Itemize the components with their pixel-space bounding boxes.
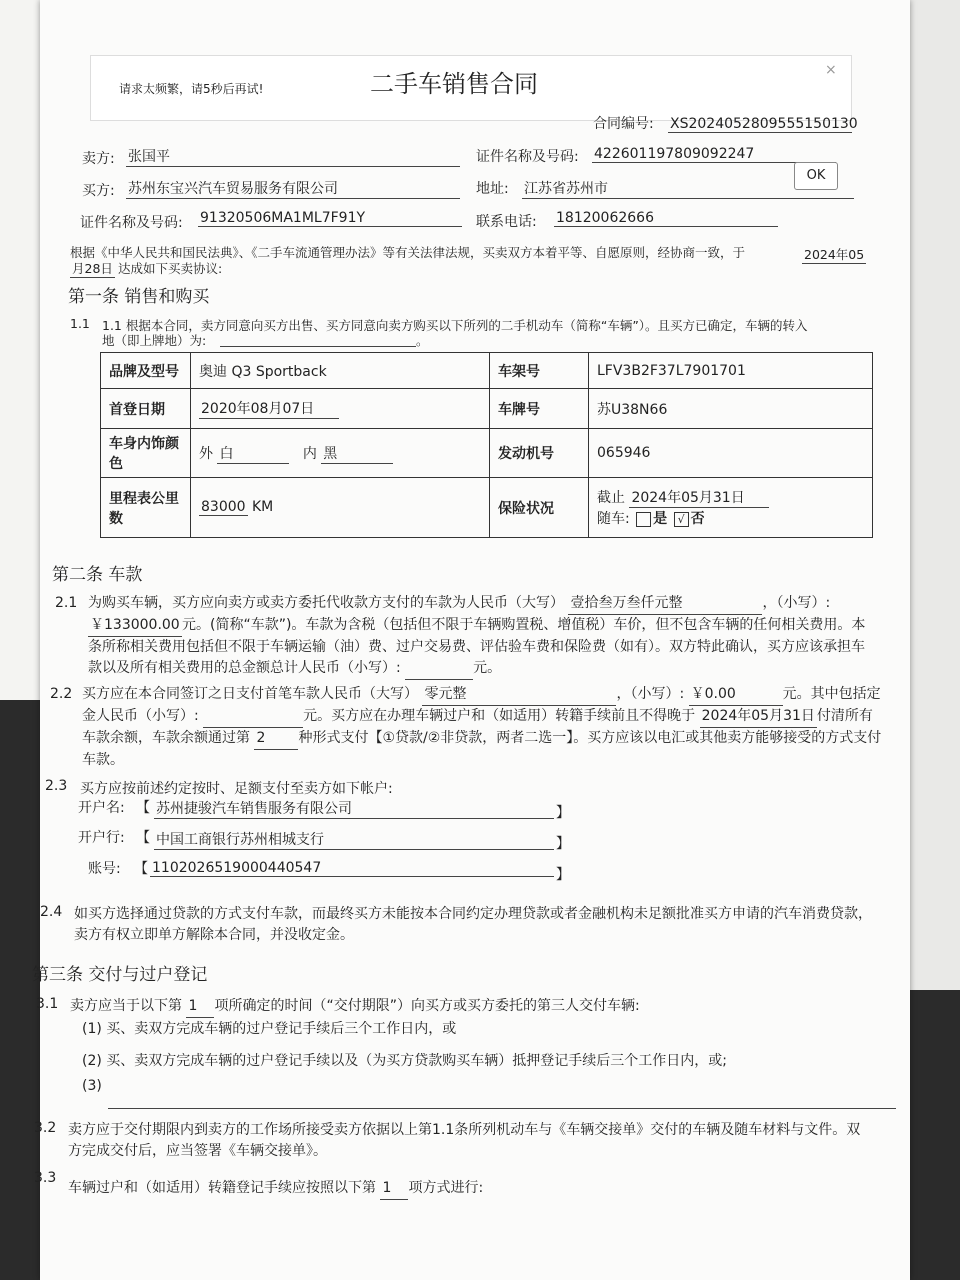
bank-label: 开户行: [78,830,125,846]
article-1-title: 第一条 销售和购买 [68,287,210,307]
clause-2-1-a: 为购买车辆，买方应向卖方或卖方委托代收款方支付的车款为人民币（大写） [88,595,564,611]
total-amount-blank [405,658,473,680]
balance-deadline: 2024年05月31日 [700,706,817,728]
seller-id-label: 证件名称及号码: [476,149,579,165]
buyer-name: 苏州东宝兴汽车贸易服务有限公司 [126,178,460,199]
clause-2-1-b: ，（小写）: [762,595,831,611]
contract-no-label: 合同编号: [593,116,654,132]
ok-button[interactable]: OK [794,162,838,190]
clause-3-3-text [68,1178,868,1200]
reg-date-value: 2020年08月07日 [199,398,339,419]
exterior-color: 白 [217,443,289,464]
price-lower: ￥133000.00 [88,615,182,637]
brand-value: 奥迪 Q3 Sportback [191,353,490,389]
clause-2-2-a: 买方应在本合同签订之日支付首笔车款人民币（大写） [82,686,418,702]
preamble-end: 达成如下买卖协议: [118,261,223,276]
color-cell [191,429,490,478]
engine-value: 065946 [589,429,873,478]
seller-name: 张国平 [126,146,460,167]
article-3-title: 第三条 交付与过户登记 [32,965,208,985]
delivery-item-3: (3) [82,1078,102,1094]
clause-number: 2.2 [50,686,73,702]
bank-value: 中国工商银行苏州相城支行 [154,829,554,850]
preamble-date-b: 月28日 [72,261,113,276]
bracket-right: 】 [556,836,570,852]
insurance-date: 2024年05月31日 [629,487,769,508]
delivery-item-1: (1) 买、卖双方完成车辆的过户登记手续后三个工作日内，或 [82,1021,457,1037]
buyer-address-value: 江苏省苏州市 [522,178,854,199]
clause-2-4-text: 如买方选择通过贷款的方式支付车款，而最终买方未能按本合同约定办理贷款或者金融机构未足额批准买方申请的汽车消费贷款，卖方有权立即单方解除本合同，并没收定金。 [74,906,872,943]
clause-number: 2.3 [45,778,68,794]
account-name-label: 开户名: [78,800,125,816]
transfer-option: 1 [380,1178,408,1200]
account-no-label: 账号: [88,861,121,877]
engine-label: 发动机号 [490,429,589,478]
bracket-left: 【 [134,861,148,877]
clause-3-1-text [70,996,870,1018]
yes-label: 是 [653,511,668,527]
insurance-cell [589,478,873,538]
clause-2-1-c: 元。(简称“车款”)。车款为含税（包括但不限于车辆购置税、增值税）车价，但不包含车辆的任何相关费用。本条所称相关费用包括但不限于车辆运输（油）费、过户交易费、评估验车费和保险费（如有）。双方特此确认，买方应该承担车款以及所有相关费用的总金额总计人民币（小写）: [88,617,866,676]
clause-number: 3.3 [34,1170,57,1186]
buyer-id-label: 证件名称及号码: [80,215,183,231]
clause-2-2-b: ，（小写）: [616,686,685,702]
brand-label: 品牌及型号 [101,353,191,389]
buyer-phone-value: 18120062666 [554,210,778,227]
buyer-address-label: 地址: [476,181,509,197]
bracket-left: 【 [136,830,150,846]
clause-number: 2.4 [40,904,63,920]
preamble-date-a: 2024年05 [804,247,865,262]
mileage-unit: KM [252,499,274,515]
clause-end: 。 [416,333,429,348]
clause-number: 2.1 [55,595,78,611]
clause-2-2-text [82,684,882,771]
interior-color: 黑 [321,443,393,464]
clause-2-2-d: 元。买方应在办理车辆过户和（如适用）转籍手续前且不得晚于 [303,708,696,724]
delivery-item-2: (2) 买、卖双方完成车辆的过户登记手续以及（为买方贷款购买车辆）抵押登记手续后三个工作日内，或; [82,1053,727,1069]
insurance-prefix: 截止 [597,490,625,506]
clause-3-1-a: 卖方应当于以下第 [70,998,182,1014]
no-label: 否 [690,511,705,527]
insurance-label: 保险状况 [490,478,589,538]
toast-message: 请求太频繁，请5秒后再试! [119,82,264,96]
reg-date-cell [191,389,490,429]
page-title: 二手车销售合同 [370,70,538,98]
mileage-value: 83000 [201,499,246,515]
clause-3-3-b: 项方式进行: [408,1180,484,1196]
vin-label: 车架号 [490,353,589,389]
vin-value: LFV3B2F37L7901701 [589,353,873,389]
clause-2-2-f: 种形式支付【①贷款/②非贷款，两者二选一】。买方应该以电汇或其他卖方能够接受的方式支付车款。 [82,730,882,768]
clause-3-1-b: 项所确定的时间（“交付期限”）向买方或买方委托的第三人交付车辆: [214,998,640,1014]
bracket-left: 【 [136,800,150,816]
contract-no-value: XS2024052809555150130 [670,116,858,132]
preamble-text: 根据《中华人民共和国民法典》、《二手车流通管理办法》等有关法律法规，买卖双方本着平等、自愿原则，经协商一致，于 [70,245,746,260]
payment-method: 2 [254,728,298,750]
article-2-title: 第二条 车款 [52,565,143,585]
first-payment-lower: ￥0.00 [689,684,783,706]
exterior-label: 外 [199,445,213,462]
account-no-value: 1102026519000440547 [150,860,554,877]
price-upper: 壹拾叁万叁仟元整 [568,593,762,615]
account-name-value: 苏州捷骏汽车销售服务有限公司 [154,798,554,819]
mileage-cell [191,478,490,538]
deposit-blank [203,706,303,728]
clause-3-2-text: 卖方应于交付期限内到卖方的工作场所接受卖方依据以上第1.1条所列机动车与《车辆交接单》交付的车辆及随车材料与文件。双方完成交付后，应当签署《车辆交接单》。 [68,1122,861,1159]
clause-2-2-e: 付清所有车款余额，车款余额通过第 [82,708,873,746]
plate-label: 车牌号 [490,389,589,429]
checkbox-no[interactable]: √ [674,512,689,527]
clause-number: 1.1 [70,316,90,331]
clause-1-1-text: 1.1 根据本合同，卖方同意向买方出售、买方同意向卖方购买以下所列的二手机动车（简称“车辆”）。且买方已确定，车辆的转入 [102,318,808,333]
plate-value: 苏U38N66 [589,389,873,429]
clause-2-3-text: 买方应按前述约定按时、足额支付至卖方如下帐户: [80,781,393,797]
seller-id-value: 422601197809092247 [592,146,836,163]
clause-number: 3.1 [36,996,59,1012]
seller-label: 卖方: [82,151,115,167]
checkbox-yes[interactable] [636,512,651,527]
interior-label: 内 [302,445,317,462]
follow-label: 随车: [597,511,630,527]
contract-page [32,0,910,1280]
clause-1-1-text-b: 地（即上牌地）为: [102,333,207,348]
clause-3-3-a: 车辆过户和（如适用）转籍登记手续应按照以下第 [68,1180,376,1196]
clause-2-2-c: 元。其中包括定金人民币（小写）: [82,686,881,724]
first-payment-upper: 零元整 [422,684,616,706]
blank-line [108,1108,896,1109]
buyer-label: 买方: [82,183,115,199]
clause-number: 3.2 [34,1120,57,1136]
close-icon[interactable]: × [825,62,837,78]
clause-2-1-text [88,593,878,680]
color-label: 车身内饰颜色 [101,429,191,478]
reg-date-label: 首登日期 [101,389,191,429]
delivery-option: 1 [186,996,214,1018]
mileage-label: 里程表公里数 [101,478,191,538]
bracket-right: 】 [556,805,570,821]
vehicle-table [100,352,873,538]
buyer-phone-label: 联系电话: [476,214,537,230]
blank-line [220,346,416,347]
clause-2-1-d: 元。 [473,660,502,676]
buyer-id-value: 91320506MA1ML7F91Y [198,210,462,227]
bracket-right: 】 [556,867,570,883]
